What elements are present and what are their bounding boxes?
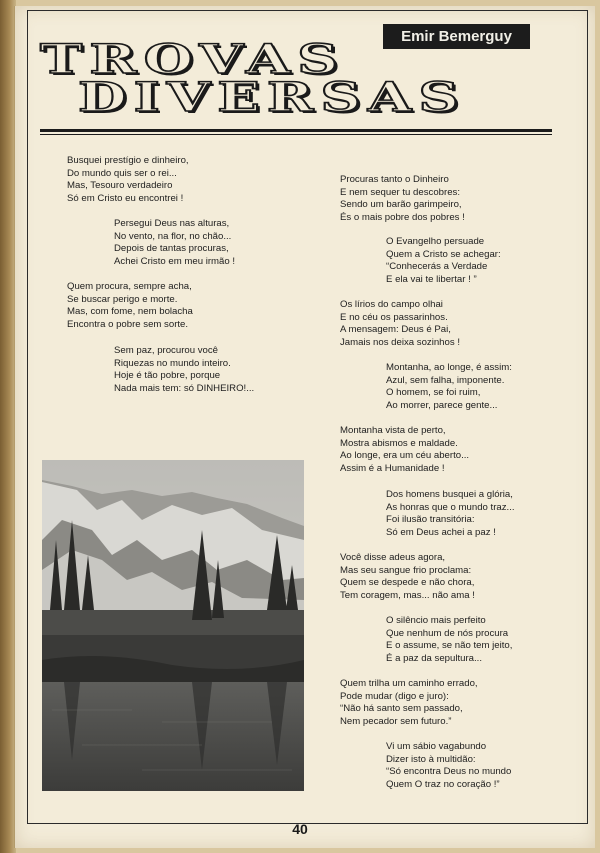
verse-line: Quem O traz no coração !”	[386, 778, 500, 790]
right-stanza-4	[386, 362, 512, 412]
verse-line: E ela vai te libertar ! ”	[386, 273, 477, 285]
verse-line: É a paz da sepultura...	[386, 652, 482, 664]
verse-line: Riquezas no mundo inteiro.	[114, 357, 231, 369]
verse-line: Você disse adeus agora,	[340, 552, 446, 563]
verse-line: Só em Deus achei a paz !	[386, 526, 496, 538]
verse-line: “Conhecerás a Verdade	[386, 261, 488, 273]
verse-line: És o mais pobre dos pobres !	[340, 211, 465, 223]
verse-line: Montanha, ao longe, é assim:	[386, 362, 512, 373]
right-stanza-6	[386, 489, 515, 539]
verse-line: Procuras tanto o Dinheiro	[340, 174, 449, 185]
verse-line: Foi ilusão transitória:	[386, 514, 475, 526]
verse-line: Quem a Cristo se achegar:	[386, 248, 501, 260]
right-stanza-2	[386, 236, 501, 286]
title-rule-thin	[40, 134, 552, 135]
title-rule	[40, 129, 552, 132]
verse-line: Quem procura, sempre acha,	[67, 281, 192, 292]
right-stanza-1	[340, 174, 465, 224]
verse-line: Sem paz, procurou você	[114, 345, 218, 356]
verse-line: Quem se despede e não chora,	[340, 577, 475, 589]
verse-line: Persegui Deus nas alturas,	[114, 218, 230, 229]
verse-line: Mostra abismos e maldade.	[340, 437, 458, 449]
left-stanza-4	[114, 345, 254, 395]
verse-line: Busquei prestígio e dinheiro,	[67, 155, 189, 166]
right-stanza-10	[386, 741, 511, 791]
verse-line: O Evangelho persuade	[386, 236, 485, 247]
left-stanza-3	[67, 281, 193, 331]
right-stanza-7	[340, 552, 475, 602]
verse-line: A mensagem: Deus é Pai,	[340, 324, 451, 336]
left-stanza-1	[67, 155, 189, 205]
verse-line: E nem sequer tu descobres:	[340, 186, 460, 198]
verse-line: Vi um sábio vagabundo	[386, 741, 487, 752]
verse-line: Assim é a Humanidade !	[340, 462, 445, 474]
page-number: 40	[292, 821, 308, 837]
author-badge: Emir Bemerguy	[383, 24, 530, 49]
verse-line: As honras que o mundo traz...	[386, 501, 515, 513]
verse-line: Pode mudar (digo e juro):	[340, 690, 449, 702]
verse-line: Sendo um barão garimpeiro,	[340, 199, 462, 211]
verse-line: Mas seu sangue frio proclama:	[340, 564, 472, 576]
right-stanza-8	[386, 615, 512, 665]
title-line-2: DIVERSAS	[78, 74, 466, 121]
verse-line: Nem pecador sem futuro.”	[340, 715, 452, 727]
verse-line: Do mundo quis ser o rei...	[67, 167, 177, 179]
verse-line: “Só encontra Deus no mundo	[386, 766, 512, 778]
verse-line: Ao longe, era um céu aberto...	[340, 450, 470, 462]
verse-line: Mas, Tesouro verdadeiro	[67, 180, 173, 192]
verse-line: Mas, com fome, nem bolacha	[67, 306, 193, 318]
verse-line: Depois de tantas procuras,	[114, 243, 229, 255]
verse-line: Que nenhum de nós procura	[386, 627, 509, 639]
verse-line: Quem trilha um caminho errado,	[340, 678, 478, 689]
right-stanza-9	[340, 678, 478, 728]
verse-line: “Não há santo sem passado,	[340, 703, 463, 715]
verse-line: O homem, se foi ruim,	[386, 387, 481, 399]
verse-line: E o assume, se não tem jeito,	[386, 640, 513, 652]
verse-line: Achei Cristo em meu irmão !	[114, 255, 236, 267]
verse-line: Jamais nos deixa sozinhos !	[340, 336, 460, 348]
verse-line: O silêncio mais perfeito	[386, 615, 486, 626]
landscape-photo	[42, 460, 304, 791]
verse-line: Ao morrer, parece gente...	[386, 399, 498, 411]
verse-line: E no céu os passarinhos.	[340, 311, 448, 323]
verse-line: Nada mais tem: só DINHEIRO!...	[114, 382, 255, 394]
title-line-1: TROVAS	[40, 36, 346, 83]
left-stanza-2	[114, 218, 235, 268]
verse-line: Azul, sem falha, imponente.	[386, 374, 505, 386]
verse-line: Encontra o pobre sem sorte.	[67, 318, 189, 330]
verse-line: Os lírios do campo olhai	[340, 299, 443, 310]
verse-line: Se buscar perigo e morte.	[67, 293, 178, 305]
verse-line: Dizer isto à multidão:	[386, 753, 476, 765]
verse-line: Hoje é tão pobre, porque	[114, 370, 221, 382]
right-stanza-3	[340, 299, 460, 349]
verse-line: Dos homens busquei a glória,	[386, 489, 513, 500]
right-stanza-5	[340, 425, 469, 475]
verse-line: Montanha vista de perto,	[340, 425, 446, 436]
verse-line: Tem coragem, mas... não ama !	[340, 589, 475, 601]
verse-line: Só em Cristo eu encontrei !	[67, 192, 184, 204]
verse-line: No vento, na flor, no chão...	[114, 230, 232, 242]
